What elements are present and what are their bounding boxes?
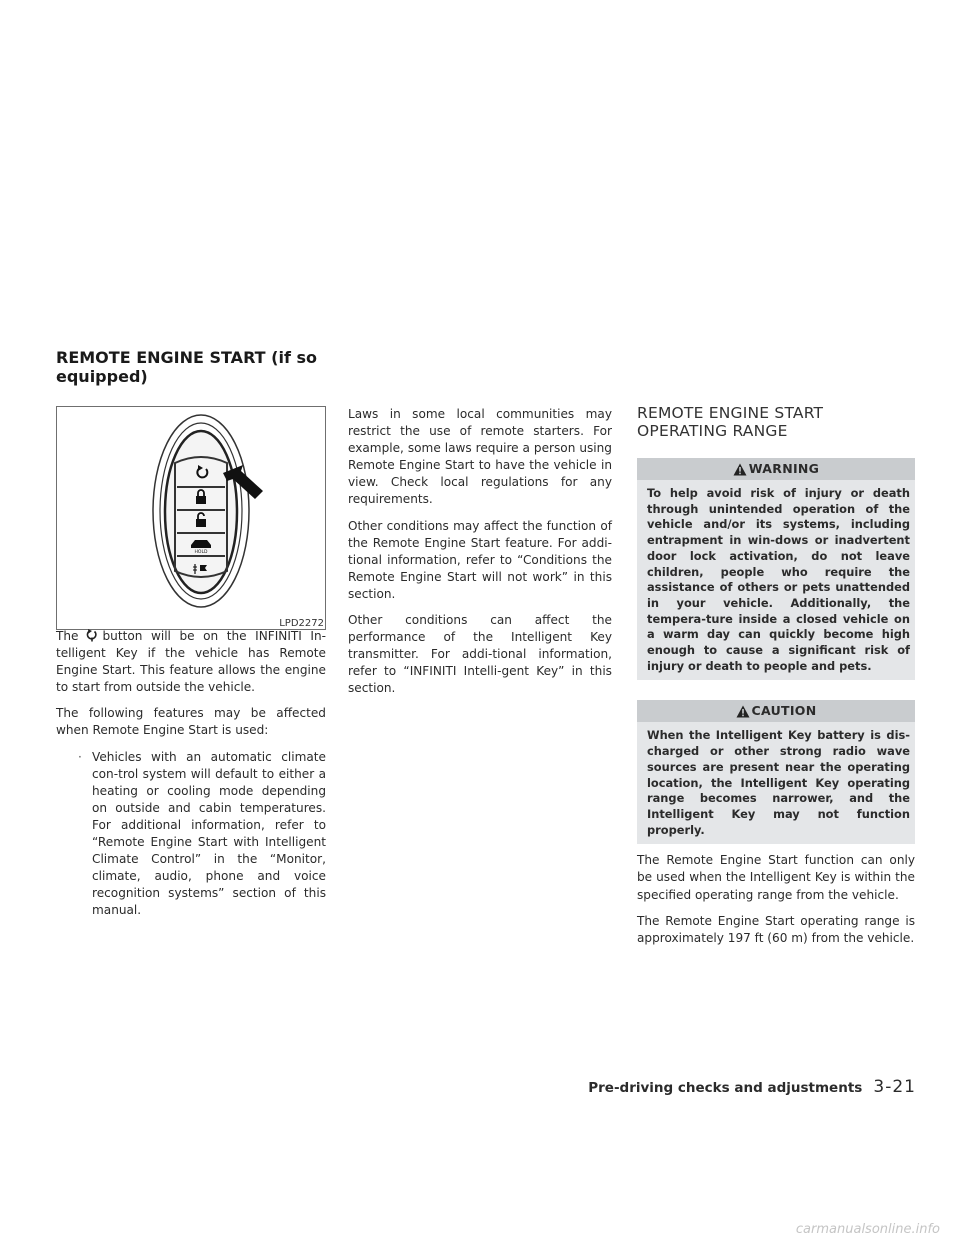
caution-box [637,700,915,844]
section-title-line1: REMOTE ENGINE START (if so [56,348,317,367]
svg-text:HOLD: HOLD [194,550,208,555]
features-intro: The following features may be affected when Remote Engine Start is used: [56,706,326,738]
intelligent-key-illustration [57,407,325,629]
operating-range-heading [637,404,915,440]
page-footer [588,1077,916,1097]
warning-header [637,458,915,480]
warning-title: WARNING [748,461,820,476]
column-2 [348,406,612,707]
caution-triangle-icon [736,705,750,718]
watermark: carmanualsonline.info [795,1222,940,1237]
caution-title: CAUTION [751,703,817,719]
warning-body: To help avoid risk of injury or death through unintended operation of the vehicle and/or its systems, including entrapment in win-dows or inadvertent door lock activation, do not leave children, people who require the assistance of others or pets unattended in your vehicle. Additionally, the tempera-ture inside a closed vehicle on a warm day can quickly become high enough to cause a significant risk of injury or death to people and pets. [647,486,910,673]
intro-paragraph [56,628,326,696]
list-item: · Vehicles with an automatic climate con-trol system will default to either a heating or cooling mode depending on outside and cabin temperatures. For additional information, refer to “Remote Engine Start with Intelligent Climate Control” in the “Monitor, climate, audio, phone and voice recognition systems” section of this manual. [78,749,326,920]
intro-before-icon: The [56,629,79,643]
section-title [56,348,356,386]
features-list [56,749,326,920]
column-1 [56,628,326,920]
section-title-line2: equipped) [56,367,148,386]
heading-line2: OPERATING RANGE [637,422,788,440]
intro-after-icon: button will be on the INFINITI In-telligent Key if the vehicle has Remote Engine Start. This feature allows the engine to start from outside the vehicle. [56,629,326,695]
page-number: 3-21 [873,1077,916,1097]
warning-triangle-icon [733,463,747,476]
heading-line1: REMOTE ENGINE START [637,404,824,422]
chapter-title: Pre-driving checks and adjustments [588,1080,863,1096]
figure-label: LPD2272 [279,618,324,629]
paragraph: The Remote Engine Start function can only be used when the Intelligent Key is within the specified operating range from the vehicle. [637,853,915,902]
paragraph: Laws in some local communities may restrict the use of remote starters. For example, some laws require a person using Remote Engine Start to have the vehicle in view. Check local regulations for any requirements. [348,407,612,507]
warning-box [637,458,915,680]
intelligent-key-figure [56,406,326,630]
paragraph: Other conditions can affect the performance of the Intelligent Key transmitter. For addi-tional information, refer to “INFINITI Intelli-gent Key” in this section. [348,613,612,696]
remote-start-icon [84,628,100,642]
caution-header [637,700,915,722]
column-3 [637,404,915,956]
paragraph: Other conditions may affect the function of the Remote Engine Start feature. For addi-tional information, refer to “Conditions the Remote Engine Start will not work” in this section. [348,518,612,601]
paragraph: The Remote Engine Start operating range is approximately 197 ft (60 m) from the vehicle. [637,913,915,945]
caution-body: When the Intelligent Key battery is dis-charged or other strong radio wave sources are present near the operating location, the Intelligent Key operating range becomes narrower, and the Intelligent Key may not function properly. [647,728,910,837]
